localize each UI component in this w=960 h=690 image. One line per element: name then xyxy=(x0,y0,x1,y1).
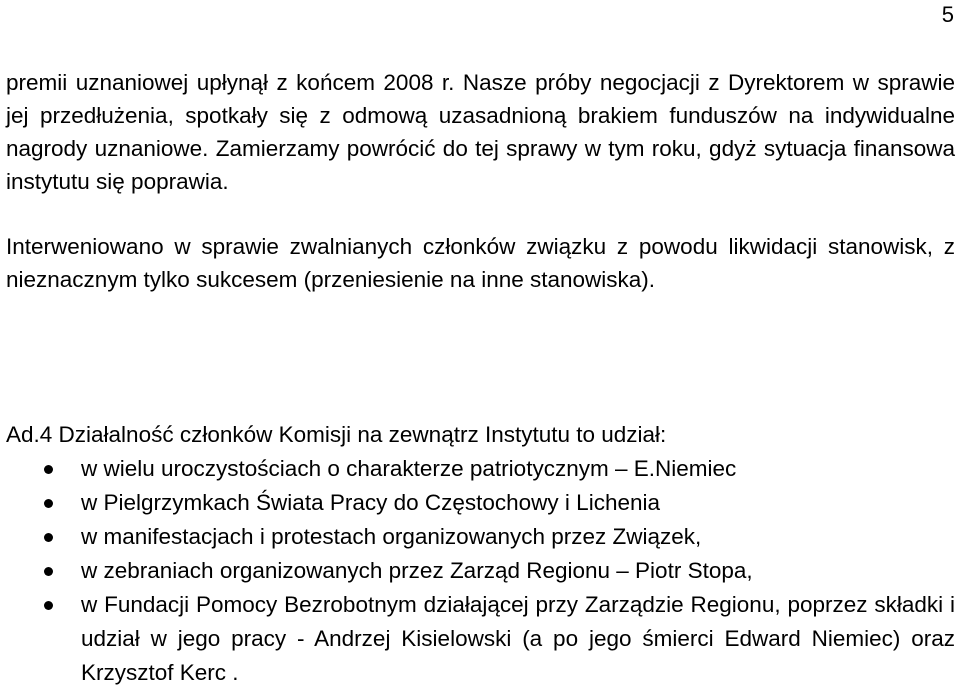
list-item-text: w Fundacji Pomocy Bezrobotnym działającej przy Zarządzie Regionu, poprzez składki i udział w jego pracy - Andrzej Kisielowski (a po jego śmierci Edward Niemiec) oraz Krzysztof Kerc . xyxy=(81,592,955,685)
bullet-icon xyxy=(44,499,53,508)
list-item xyxy=(0,486,955,520)
bullet-icon xyxy=(44,533,53,542)
paragraph-premia: premii uznaniowej upłynął z końcem 2008 r. Nasze próby negocjacji z Dyrektorem w sprawie jej przedłużenia, spotkały się z odmową uzasadnioną brakiem funduszów na indywidualne nagrody uznaniowe. Zamierzamy powrócić do tej sprawy w tym roku, gdyż sytuacja finansowa instytutu się poprawia. xyxy=(6,70,955,194)
list-item-text: w wielu uroczystościach o charakterze patriotycznym – E.Niemiec xyxy=(81,456,737,481)
list-item-text: w Pielgrzymkach Świata Pracy do Częstochowy i Lichenia xyxy=(81,490,660,515)
activity-list xyxy=(0,452,955,690)
list-item-text: w zebraniach organizowanych przez Zarząd Regionu – Piotr Stopa, xyxy=(81,558,753,583)
bullet-icon xyxy=(44,601,53,610)
page-number: 5 xyxy=(941,2,954,27)
bullet-icon xyxy=(44,567,53,576)
section-heading: Ad.4 Działalność członków Komisji na zewnątrz Instytutu to udział: xyxy=(6,422,667,447)
list-item xyxy=(0,452,955,486)
list-item-text: w manifestacjach i protestach organizowanych przez Związek, xyxy=(81,524,702,549)
bullet-icon xyxy=(44,465,53,474)
list-item xyxy=(0,588,955,690)
list-item xyxy=(0,520,955,554)
list-item xyxy=(0,554,955,588)
paragraph-interwencje: Interweniowano w sprawie zwalnianych członków związku z powodu likwidacji stanowisk, z nieznacznym tylko sukcesem (przeniesienie na inne stanowiska). xyxy=(6,234,955,292)
